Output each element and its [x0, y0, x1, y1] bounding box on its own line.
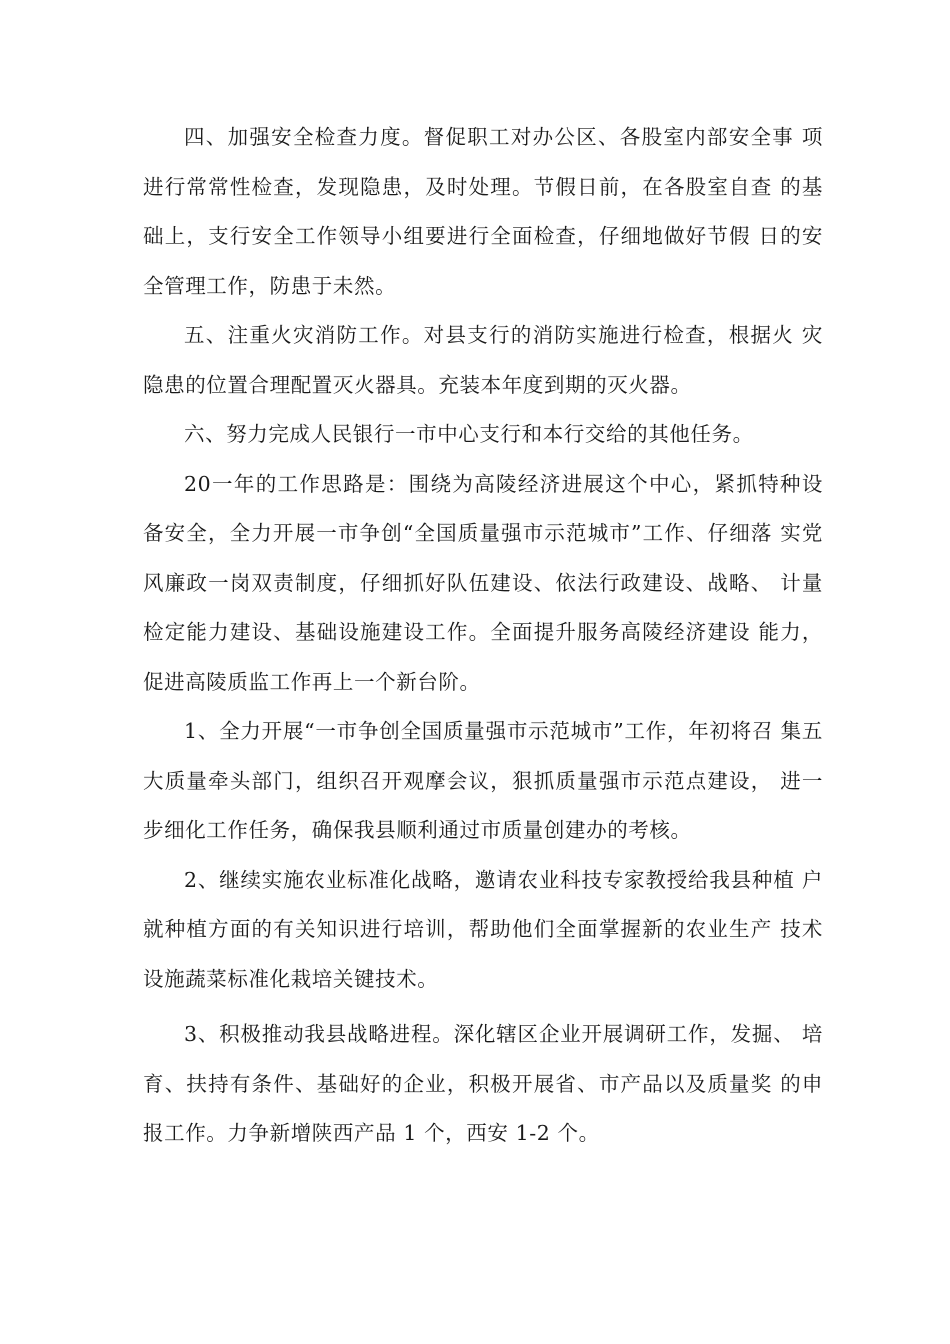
paragraph-other-tasks: 六、努力完成人民银行一市中心支行和本行交给的其他任务。 [184, 422, 754, 446]
paragraph-work-plan: 20一年的工作思路是：围绕为高陵经济进展这个中心，紧抓特种设备安全，全力开展一市争创“全国质量强市示范城市”工作、仔细落 实党风廉政一岗双责制度，仔细抓好队伍建设、依法行政建设、战略、 计量检定能力建设、基础设施建设工作。全面提升服务高陵经济建设 能力，促进高陵质监工作再上一个新台阶。 [143, 471, 823, 694]
paragraph-item-1: 1、全力开展“一市争创全国质量强市示范城市”工作，年初将召 集五大质量牵头部门，组织召开观摩会议，狠抓质量强市示范点建设， 进一步细化工作任务，确保我县顺利通过市质量创建办的考核。 [143, 719, 823, 842]
paragraph-safety-inspection: 四、加强安全检查力度。督促职工对办公区、各股室内部安全事 项进行常常性检查，发现隐患，及时处理。节假日前，在各股室自查 的基础上，支行安全工作领导小组要进行全面检查，仔细地做好节假 日的安全管理工作，防患于未然。 [143, 125, 823, 298]
paragraph-item-2: 2、继续实施农业标准化战略，邀请农业科技专家教授给我县种植 户就种植方面的有关知识进行培训，帮助他们全面掌握新的农业生产 技术设施蔬菜标准化栽培关键技术。 [143, 867, 823, 991]
paragraph-fire-prevention: 五、注重火灾消防工作。对县支行的消防实施进行检查，根据火 灾隐患的位置合理配置灭火器具。充装本年度到期的灭火器。 [143, 323, 823, 397]
paragraph-item-3: 3、积极推动我县战略进程。深化辖区企业开展调研工作，发掘、 培育、扶持有条件、基础好的企业，积极开展省、市产品以及质量奖 的申报工作。力争新增陕西产品 1 个，西安 1-2 个。 [143, 1022, 823, 1145]
document-body [143, 113, 823, 1159]
